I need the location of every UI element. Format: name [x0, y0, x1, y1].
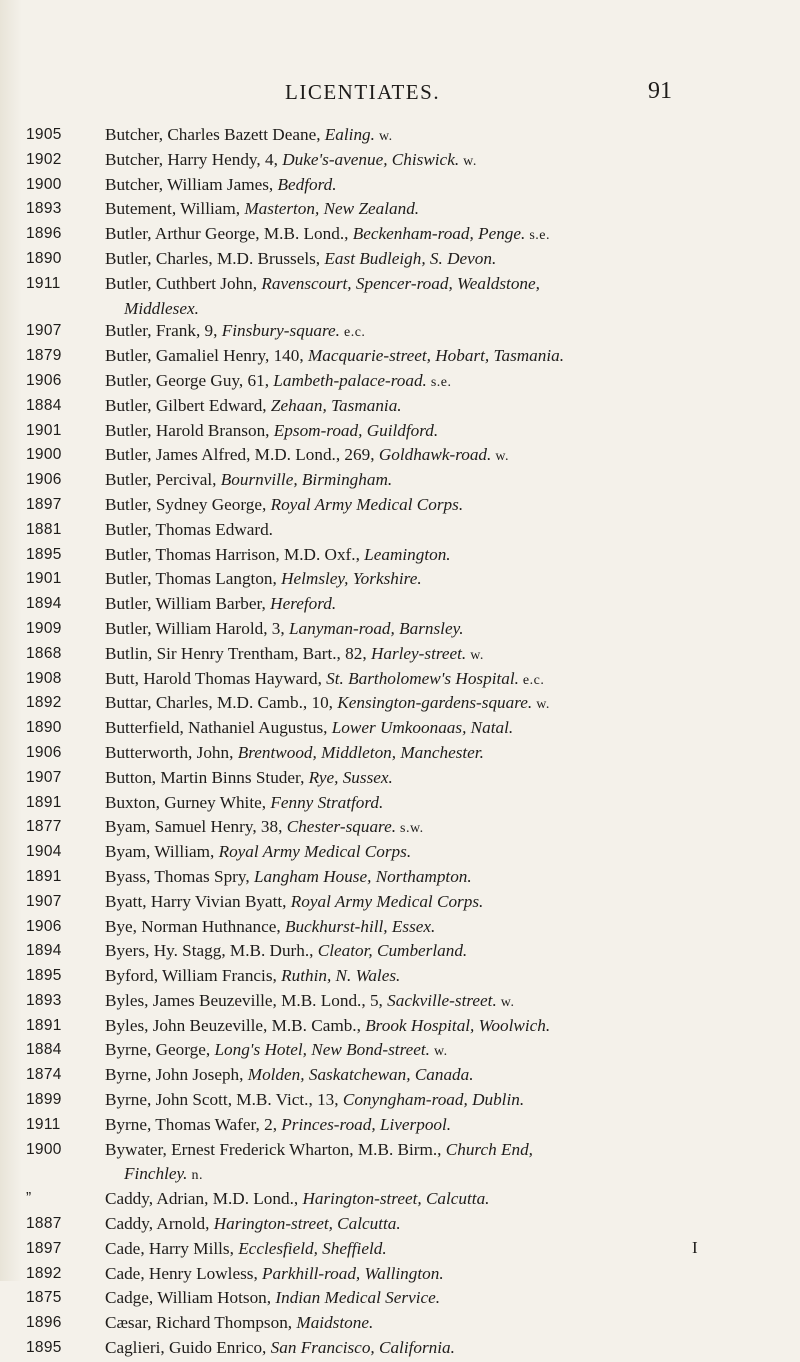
entry-text: [105, 494, 800, 519]
entry-text: [105, 223, 800, 248]
entry-text: [105, 1263, 800, 1288]
entry-year: 1911: [26, 274, 61, 292]
entry-year: 1893: [26, 991, 62, 1009]
entry-year: 1899: [26, 1091, 62, 1109]
entry-address: Harington-street, Calcutta.: [302, 1189, 490, 1209]
list-item: [0, 420, 800, 445]
list-item: [0, 792, 800, 817]
entry-address: Beckenham-road, Penge.: [352, 224, 526, 244]
entry-text: [105, 568, 800, 593]
entry-name: Buxton, Gurney White,: [105, 792, 271, 812]
entry-postal-district: w.: [429, 1044, 448, 1060]
entry-address: Royal Army Medical Corps.: [218, 842, 412, 862]
entry-address: Helmsley, Yorkshire.: [281, 569, 422, 589]
entry-year: 1906: [26, 471, 62, 489]
entry-year: 1897: [26, 495, 62, 513]
entry-year: 1895: [26, 967, 62, 985]
entry-address: Epsom-road, Guildford.: [273, 420, 439, 440]
list-item: [0, 1064, 800, 1089]
entry-name: Caddy, Adrian, M.D. Lond.,: [105, 1189, 303, 1209]
entry-text: [105, 124, 800, 149]
entry-text: [105, 1114, 800, 1139]
entry-name: Butler, George Guy, 61,: [105, 370, 274, 390]
entry-address: Long's Hotel, New Bond-street.: [214, 1040, 430, 1060]
entry-name: Byers, Hy. Stagg, M.B. Durh.,: [105, 941, 318, 961]
entry-text: [105, 198, 800, 223]
entry-year: 1907: [26, 768, 62, 786]
list-item: [0, 149, 800, 174]
entry-year: 1884: [26, 1041, 62, 1059]
list-item: [0, 395, 800, 420]
list-item: [0, 990, 800, 1015]
list-item: [0, 544, 800, 569]
entry-address: Brook Hospital, Woolwich.: [365, 1015, 551, 1035]
entry-year: 1891: [26, 1016, 62, 1034]
entry-address: East Budleigh, S. Devon.: [324, 248, 497, 268]
entry-name: Butler, James Alfred, M.D. Lond., 269,: [105, 445, 379, 465]
entry-year: 1911: [26, 1115, 61, 1133]
entry-name: Cade, Henry Lowless,: [105, 1263, 263, 1283]
entry-year: ”: [26, 1190, 32, 1208]
list-item: [0, 1263, 800, 1288]
entry-year: 1900: [26, 1140, 62, 1158]
entry-address: Chester-square.: [286, 817, 397, 837]
entry-text: [105, 1064, 800, 1089]
entry-name: Butcher, Harry Hendy, 4,: [105, 149, 283, 169]
entry-text: [105, 916, 800, 941]
entry-name: Butterfield, Nathaniel Augustus,: [105, 718, 332, 738]
entry-name: Butt, Harold Thomas Hayward,: [105, 668, 327, 688]
entry-name: Butler, William Barber,: [105, 594, 271, 614]
list-item: [0, 370, 800, 395]
licentiate-list: [0, 124, 800, 1362]
entry-name: Caddy, Arnold,: [105, 1214, 214, 1234]
entry-name: Butler, Thomas Edward.: [105, 519, 273, 539]
entry-text: [105, 692, 800, 717]
entry-name: Byrne, Thomas Wafer, 2,: [105, 1114, 282, 1134]
entry-text: [105, 717, 800, 742]
list-item: [0, 223, 800, 248]
list-item: [0, 568, 800, 593]
list-item: [0, 1312, 800, 1337]
list-item: [0, 940, 800, 965]
entry-address: Langham House, Northampton.: [253, 866, 472, 886]
entry-text: [105, 593, 800, 618]
entry-name: Byles, John Beuzeville, M.B. Camb.,: [105, 1015, 366, 1035]
list-item: [0, 273, 800, 321]
list-item: [0, 692, 800, 717]
entry-year: 1897: [26, 1239, 62, 1257]
entry-name: Byrne, George,: [105, 1040, 215, 1060]
list-item: [0, 519, 800, 544]
entry-postal-district: n.: [187, 1168, 203, 1184]
entry-name: Butement, William,: [105, 199, 245, 219]
entry-year: 1890: [26, 719, 62, 737]
entry-name: Bye, Norman Huthnance,: [105, 916, 285, 936]
entry-text: [105, 742, 800, 767]
entry-name: Byatt, Harry Vivian Byatt,: [105, 891, 291, 911]
entry-text: [105, 345, 800, 370]
running-head: [0, 78, 800, 108]
entry-name: Byrne, John Scott, M.B. Vict., 13,: [105, 1090, 343, 1110]
list-item: [0, 1039, 800, 1064]
entry-postal-district: w.: [532, 697, 550, 713]
list-item: [0, 469, 800, 494]
entry-year: 1908: [26, 669, 62, 687]
list-item: [0, 618, 800, 643]
list-item: [0, 1089, 800, 1114]
entry-address: Lanyman-road, Barnsley.: [289, 618, 464, 638]
entry-year: 1875: [26, 1289, 62, 1307]
entry-text: [105, 767, 800, 792]
entry-name: Butlin, Sir Henry Trentham, Bart., 82,: [105, 643, 371, 663]
entry-address: Rye, Sussex.: [308, 767, 393, 787]
entry-year: 1904: [26, 843, 62, 861]
list-item: [0, 1337, 800, 1362]
list-item: [0, 816, 800, 841]
entry-text: [105, 248, 800, 273]
list-item: [0, 494, 800, 519]
entry-postal-district: s.e.: [426, 374, 452, 390]
entry-name: Butler, Thomas Langton,: [105, 569, 282, 589]
entry-year: 1901: [26, 570, 62, 588]
list-item: [0, 345, 800, 370]
entry-text: [105, 816, 800, 841]
list-item: [0, 767, 800, 792]
entry-name: Bywater, Ernest Frederick Wharton, M.B. Birm.,: [105, 1139, 446, 1159]
entry-name: Byles, James Beuzeville, M.B. Lond., 5,: [105, 990, 388, 1010]
list-item: [0, 1213, 800, 1238]
list-item: [0, 1114, 800, 1139]
entry-address: Finsbury-square.: [221, 321, 340, 341]
list-item: [0, 643, 800, 668]
entry-text: [105, 1089, 800, 1114]
entry-text: [105, 891, 800, 916]
entry-address: Sackville-street.: [387, 990, 497, 1010]
entry-postal-district: s.e.: [525, 228, 550, 244]
entry-postal-district: w.: [374, 129, 393, 144]
list-item: [0, 124, 800, 149]
entry-address: Kensington-gardens-square.: [337, 693, 533, 713]
entry-name: Butler, Frank, 9,: [105, 321, 222, 341]
catchword: I: [692, 1238, 698, 1257]
entry-year: 1909: [26, 619, 62, 637]
entry-address: Royal Army Medical Corps.: [290, 891, 484, 911]
list-item: [0, 1238, 800, 1263]
entry-postal-district: e.c.: [518, 672, 545, 688]
entry-year: 1894: [26, 595, 62, 613]
entry-address: San Francisco, California.: [270, 1338, 455, 1358]
entry-year: 1894: [26, 942, 62, 960]
entry-text: [105, 1213, 800, 1238]
list-item: [0, 1188, 800, 1213]
list-item: [0, 248, 800, 273]
entry-name: Butler, Harold Branson,: [105, 420, 274, 440]
entry-name: Butler, Charles, M.D. Brussels,: [105, 248, 325, 268]
entry-address: Royal Army Medical Corps.: [270, 494, 464, 514]
entry-year: 1868: [26, 644, 62, 662]
entry-text: [105, 1287, 800, 1312]
list-item: [0, 444, 800, 469]
entry-text: [105, 420, 800, 445]
page-number: 91: [648, 78, 672, 104]
page-title: LICENTIATES.: [285, 80, 441, 104]
entry-text: [105, 618, 800, 643]
entry-year: 1906: [26, 743, 62, 761]
list-item: [0, 593, 800, 618]
entry-name: Byford, William Francis,: [105, 966, 282, 986]
entry-text: [105, 544, 800, 569]
entry-name: Butcher, William James,: [105, 174, 278, 194]
entry-text: [105, 965, 800, 990]
entry-year: 1906: [26, 917, 62, 935]
entry-text: [105, 174, 800, 199]
entry-address: Masterton, New Zealand.: [244, 199, 420, 219]
entry-year: 1900: [26, 446, 62, 464]
entry-year: 1900: [26, 175, 62, 193]
entry-address: Fenny Stratford.: [270, 792, 384, 812]
entry-text: [105, 395, 800, 420]
entry-name: Byam, William,: [105, 842, 219, 862]
entry-postal-district: e.c.: [339, 325, 366, 341]
entry-address: Brentwood, Middleton, Manchester.: [237, 742, 484, 762]
entry-name: Butler, Arthur George, M.B. Lond.,: [105, 224, 353, 244]
entry-year: 1907: [26, 892, 62, 910]
entry-address: Lambeth-palace-road.: [273, 370, 427, 390]
entry-text: [105, 1139, 800, 1164]
list-item: [0, 916, 800, 941]
entry-address: Cleator, Cumberland.: [317, 941, 468, 961]
entry-text: [105, 940, 800, 965]
entry-name: Butler, Percival,: [105, 470, 221, 490]
entry-address: Molden, Saskatchewan, Canada.: [247, 1065, 474, 1085]
entry-text: [105, 643, 800, 668]
entry-address: Zehaan, Tasmania.: [270, 395, 402, 415]
list-item: [0, 1015, 800, 1040]
entry-text: [105, 469, 800, 494]
entry-address: Duke's-avenue, Chiswick.: [282, 149, 460, 169]
entry-year: 1877: [26, 818, 62, 836]
entry-address: Lower Umkoonaas, Natal.: [331, 718, 514, 738]
entry-text: [105, 444, 800, 469]
entry-name: Cadge, William Hotson,: [105, 1288, 276, 1308]
entry-name: Caglieri, Guido Enrico,: [105, 1338, 271, 1358]
entry-address: Macquarie-street, Hobart, Tasmania.: [307, 346, 565, 366]
entry-address: Bournville, Birmingham.: [220, 470, 393, 490]
entry-address: Hereford.: [270, 594, 337, 614]
list-item: [0, 1139, 800, 1189]
entry-year: 1890: [26, 249, 62, 267]
entry-text: [105, 149, 800, 174]
entry-text: [105, 370, 800, 395]
entry-text: [105, 841, 800, 866]
entry-year: 1892: [26, 694, 62, 712]
list-item: [0, 866, 800, 891]
entry-text: [105, 1039, 800, 1064]
entry-year: 1907: [26, 322, 62, 340]
entry-name: Butterworth, John,: [105, 742, 238, 762]
list-item: [0, 174, 800, 199]
entry-year: 1896: [26, 225, 62, 243]
entry-address-continued: Finchley.: [124, 1164, 188, 1184]
entry-name: Byass, Thomas Spry,: [105, 866, 254, 886]
entry-text: [105, 519, 800, 544]
entry-address: Maidstone.: [296, 1313, 374, 1333]
entry-address: Bedford.: [277, 174, 337, 194]
entry-text: [105, 320, 800, 345]
entry-address: Ealing.: [324, 125, 375, 144]
entry-text: [105, 668, 800, 693]
entry-address: Parkhill-road, Wallington.: [262, 1263, 444, 1283]
entry-postal-district: s.w.: [396, 821, 424, 837]
entry-year: 1893: [26, 200, 62, 218]
entry-name: Byam, Samuel Henry, 38,: [105, 817, 287, 837]
entry-name: Button, Martin Binns Studer,: [105, 767, 309, 787]
list-item: [0, 841, 800, 866]
list-item: [0, 742, 800, 767]
list-item: [0, 1287, 800, 1312]
entry-text: [105, 990, 800, 1015]
entry-name: Butler, Gilbert Edward,: [105, 395, 271, 415]
entry-address-continued: Middlesex.: [124, 298, 199, 318]
entry-address: Goldhawk-road.: [378, 445, 492, 465]
entry-year: 1892: [26, 1264, 62, 1282]
entry-text: [105, 792, 800, 817]
entry-text: [105, 1188, 800, 1213]
entry-name: Butcher, Charles Bazett Deane,: [105, 125, 325, 144]
entry-year: 1891: [26, 867, 62, 885]
entry-year: 1902: [26, 150, 62, 168]
list-item: [0, 198, 800, 223]
entry-address: Church End,: [445, 1139, 533, 1159]
entry-year: 1891: [26, 793, 62, 811]
entry-name: Buttar, Charles, M.D. Camb., 10,: [105, 693, 338, 713]
entry-year: 1906: [26, 371, 62, 389]
entry-name: Butler, Thomas Harrison, M.D. Oxf.,: [105, 544, 365, 564]
entry-address: Ravenscourt, Spencer-road, Wealdstone,: [261, 273, 540, 293]
entry-continuation: [124, 298, 800, 321]
entry-postal-district: w.: [466, 647, 484, 663]
entry-address: Buckhurst-hill, Essex.: [284, 916, 436, 936]
entry-year: 1874: [26, 1066, 62, 1084]
entry-postal-district: w.: [496, 994, 515, 1010]
list-item: [0, 965, 800, 990]
entry-text: [105, 1337, 800, 1362]
entry-address: Leamington.: [364, 544, 451, 564]
entry-year: 1896: [26, 1314, 62, 1332]
entry-year: 1895: [26, 545, 62, 563]
entry-name: Cade, Harry Mills,: [105, 1238, 239, 1258]
entry-name: Butler, William Harold, 3,: [105, 618, 289, 638]
entry-address: Princes-road, Liverpool.: [281, 1114, 452, 1134]
entry-year: 1905: [26, 126, 62, 143]
entry-name: Byrne, John Joseph,: [105, 1065, 248, 1085]
entry-text: [105, 1312, 800, 1337]
entry-address: Harington-street, Calcutta.: [213, 1214, 401, 1234]
entry-year: 1887: [26, 1215, 62, 1233]
list-item: [0, 891, 800, 916]
entry-year: 1879: [26, 347, 62, 365]
entry-name: Butler, Sydney George,: [105, 494, 271, 514]
entry-year: 1884: [26, 396, 62, 414]
list-item: [0, 668, 800, 693]
list-item: [0, 717, 800, 742]
entry-postal-district: w.: [491, 449, 510, 465]
entry-name: Cæsar, Richard Thompson,: [105, 1313, 297, 1333]
entry-address: Ecclesfield, Sheffield.: [238, 1238, 387, 1258]
entry-year: 1901: [26, 421, 62, 439]
entry-text: [105, 273, 800, 298]
entry-postal-district: w.: [459, 153, 477, 169]
list-item: [0, 320, 800, 345]
entry-address: Ruthin, N. Wales.: [281, 966, 401, 986]
entry-name: Butler, Gamaliel Henry, 140,: [105, 346, 308, 366]
entry-address: St. Bartholomew's Hospital.: [326, 668, 519, 688]
entry-year: 1895: [26, 1339, 62, 1357]
entry-year: 1881: [26, 520, 62, 538]
entry-address: Conyngham-road, Dublin.: [342, 1090, 525, 1110]
entry-address: Indian Medical Service.: [275, 1288, 441, 1308]
entry-address: Harley-street.: [370, 643, 467, 663]
entry-text: [105, 1015, 800, 1040]
entry-continuation: [124, 1163, 800, 1188]
entry-text: [105, 866, 800, 891]
entry-name: Butler, Cuthbert John,: [105, 273, 262, 293]
